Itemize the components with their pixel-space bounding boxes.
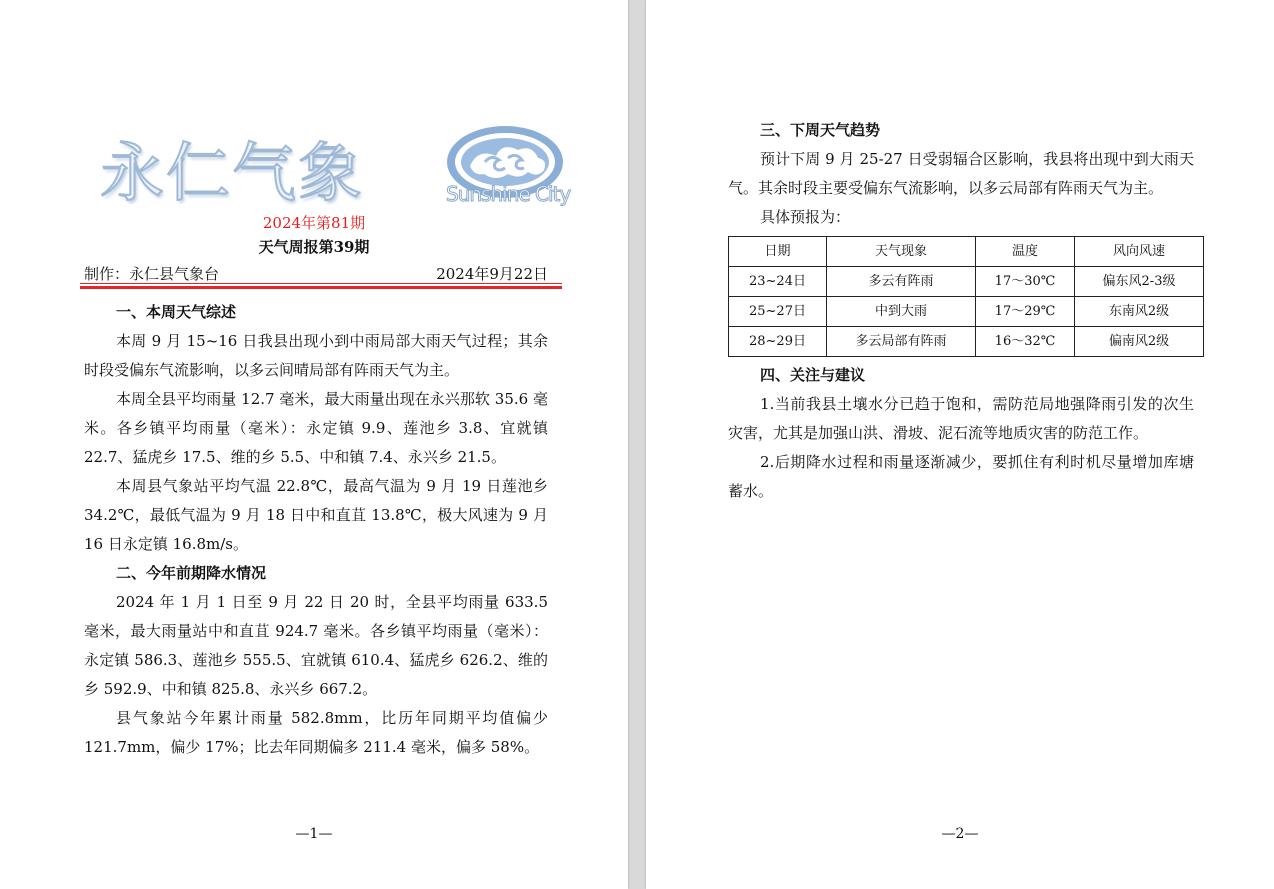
issue-number: 2024年第81期: [262, 214, 366, 232]
document-page-2: [646, 0, 1274, 889]
cell-date: 25~27日: [729, 297, 827, 327]
forecast-table: [728, 236, 1204, 357]
section-3-heading: 三、下周天气趋势: [760, 121, 881, 139]
table-row: [729, 327, 1204, 357]
section-1-paragraph-2: 本周全县平均雨量 12.7 毫米，最大雨量出现在永兴那软 35.6 毫米。各乡镇平均雨量（毫米）：永定镇 9.9、莲池乡 3.8、宜就镇 22.7、猛虎乡 17.5、维的乡 5.5、中和镇 7.4、永兴乡 21.5。: [84, 390, 548, 466]
table-row: [729, 297, 1204, 327]
section-4-paragraph-1: 1.当前我县土壤水分已趋于饱和，需防范局地强降雨引发的次生灾害，尤其是加强山洪、滑坡、泥石流等地质灾害的防范工作。: [728, 395, 1194, 442]
page1-body: [84, 298, 548, 762]
cell-temperature: 17～29℃: [976, 297, 1075, 327]
section-2-paragraph-2: 县气象站今年累计雨量 582.8mm，比历年同期平均值偏少 121.7mm，偏少 17%；比去年同期偏多 211.4 毫米，偏多 58%。: [84, 709, 548, 756]
section-1-paragraph-3: 本周县气象站平均气温 22.8℃，最高气温为 9 月 19 日莲池乡 34.2℃，最低气温为 9 月 18 日中和直苴 13.8℃，极大风速为 9 月 16 日永定镇 16.8m/s。: [84, 477, 548, 553]
cell-wind: 偏东风2-3级: [1075, 267, 1204, 297]
page-number: —2—: [941, 826, 979, 842]
cell-wind: 偏南风2级: [1075, 327, 1204, 357]
logo-subtitle-en: Sunshine City: [446, 182, 571, 206]
cell-weather: 中到大雨: [827, 297, 976, 327]
table-row: [729, 267, 1204, 297]
page2-body: [728, 116, 1194, 506]
header-wind: 风向风速: [1075, 237, 1204, 267]
section-3-paragraph-2: 具体预报为：: [760, 208, 851, 226]
section-2-heading: 二、今年前期降水情况: [116, 564, 267, 582]
cell-temperature: 17～30℃: [976, 267, 1075, 297]
logo-title: 永仁气象: [100, 137, 364, 211]
section-1-heading: 一、本周天气综述: [116, 303, 237, 321]
section-2-paragraph-1: 2024 年 1 月 1 日至 9 月 22 日 20 时，全县平均雨量 633.5 毫米，最大雨量站中和直苴 924.7 毫米。各乡镇平均雨量（毫米）：永定镇 586.3、莲池乡 555.5、宜就镇 610.4、猛虎乡 626.2、维的乡 592.9、中和镇 825.8、永兴乡 667.2。: [84, 593, 548, 698]
page-number: —1—: [295, 826, 333, 842]
section-4-paragraph-2: 2.后期降水过程和雨量逐渐减少，要抓住有利时机尽量增加库塘蓄水。: [728, 453, 1194, 500]
cell-date: 23~24日: [729, 267, 827, 297]
section-4-heading: 四、关注与建议: [760, 366, 866, 384]
header-date: 日期: [729, 237, 827, 267]
header-weather: 天气现象: [827, 237, 976, 267]
cell-weather: 多云有阵雨: [827, 267, 976, 297]
cell-weather: 多云局部有阵雨: [827, 327, 976, 357]
producer-label: 制作：永仁县气象台: [84, 265, 220, 283]
cell-wind: 东南风2级: [1075, 297, 1204, 327]
section-3-paragraph-1: 预计下周 9 月 25-27 日受弱辐合区影响，我县将出现中到大雨天气。其余时段主要受偏东气流影响，以多云局部有阵雨天气为主。: [728, 150, 1194, 197]
section-1-paragraph-1: 本周 9 月 15~16 日我县出现小到中雨局部大雨天气过程；其余时段受偏东气流影响，以多云间晴局部有阵雨天气为主。: [84, 332, 548, 379]
cell-date: 28~29日: [729, 327, 827, 357]
masthead-logo: [100, 118, 570, 218]
report-date: 2024年9月22日: [436, 265, 548, 283]
header-divider-thin: [80, 283, 562, 284]
cell-temperature: 16～32℃: [976, 327, 1075, 357]
document-page-1: [0, 0, 628, 889]
header-divider: [80, 286, 562, 289]
forecast-table-header: [729, 237, 1204, 267]
header-temperature: 温度: [976, 237, 1075, 267]
weekly-report-title: 天气周报第39期: [258, 238, 370, 256]
